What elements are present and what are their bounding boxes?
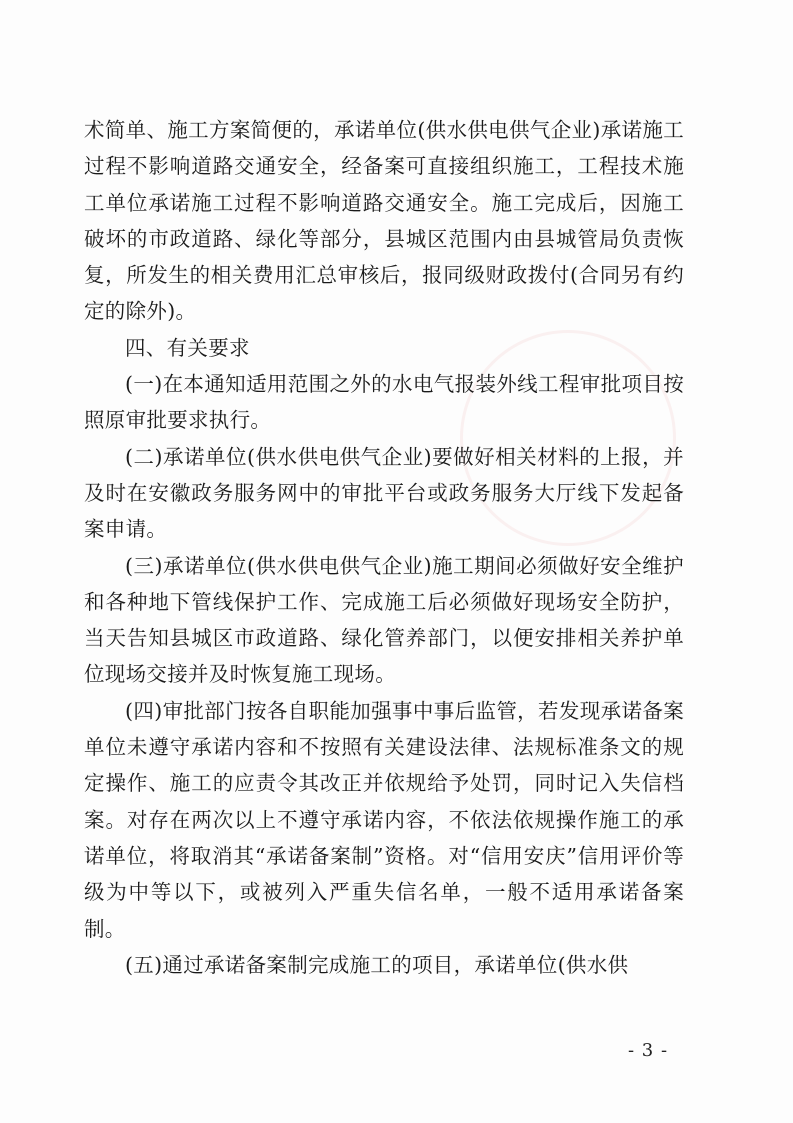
requirement-item-1: (一)在本通知适用范围之外的水电气报装外线工程审批项目按照原审批要求执行。 xyxy=(84,372,684,433)
document-body xyxy=(84,112,684,983)
page-number: - 3 - xyxy=(628,1040,669,1061)
requirement-item-3: (三)承诺单位(供水供电供气企业)施工期间必须做好安全维护和各种地下管线保护工作、完成施工后必须做好现场安全防护，当天告知县城区市政道路、绿化管养部门，以便安排相关养护单位现场交接并及时恢复施工现场。 xyxy=(84,553,684,687)
requirement-item-4: (四)审批部门按各自职能加强事中事后监管，若发现承诺备案单位未遵守承诺内容和不按照有关建设法律、法规标准条文的规定操作、施工的应责令其改正并依规给予处罚，同时记入失信档案。对存在两次以上不遵守承诺内容，不依法依规操作施工的承诺单位，将取消其“承诺备案制”资格。对“信用安庆”信用评价等级为中等以下，或被列入严重失信名单，一般不适用承诺备案制。 xyxy=(84,698,684,941)
continuation-paragraph: 术简单、施工方案简便的，承诺单位(供水供电供气企业)承诺施工过程不影响道路交通安全，经备案可直接组织施工，工程技术施工单位承诺施工过程不影响道路交通安全。施工完成后，因施工破坏的市政道路、绿化等部分，县城区范围内由县城管局负责恢复，所发生的相关费用汇总审核后，报同级财政拨付(合同另有约定的除外)。 xyxy=(84,118,684,324)
requirement-item-2: (二)承诺单位(供水供电供气企业)要做好相关材料的上报，并及时在安徽政务服务网中的审批平台或政务服务大厅线下发起备案申请。 xyxy=(84,444,684,542)
requirement-item-5: (五)通过承诺备案制完成施工的项目，承诺单位(供水供 xyxy=(125,952,629,977)
section-heading: 四、有关要求 xyxy=(125,335,250,360)
